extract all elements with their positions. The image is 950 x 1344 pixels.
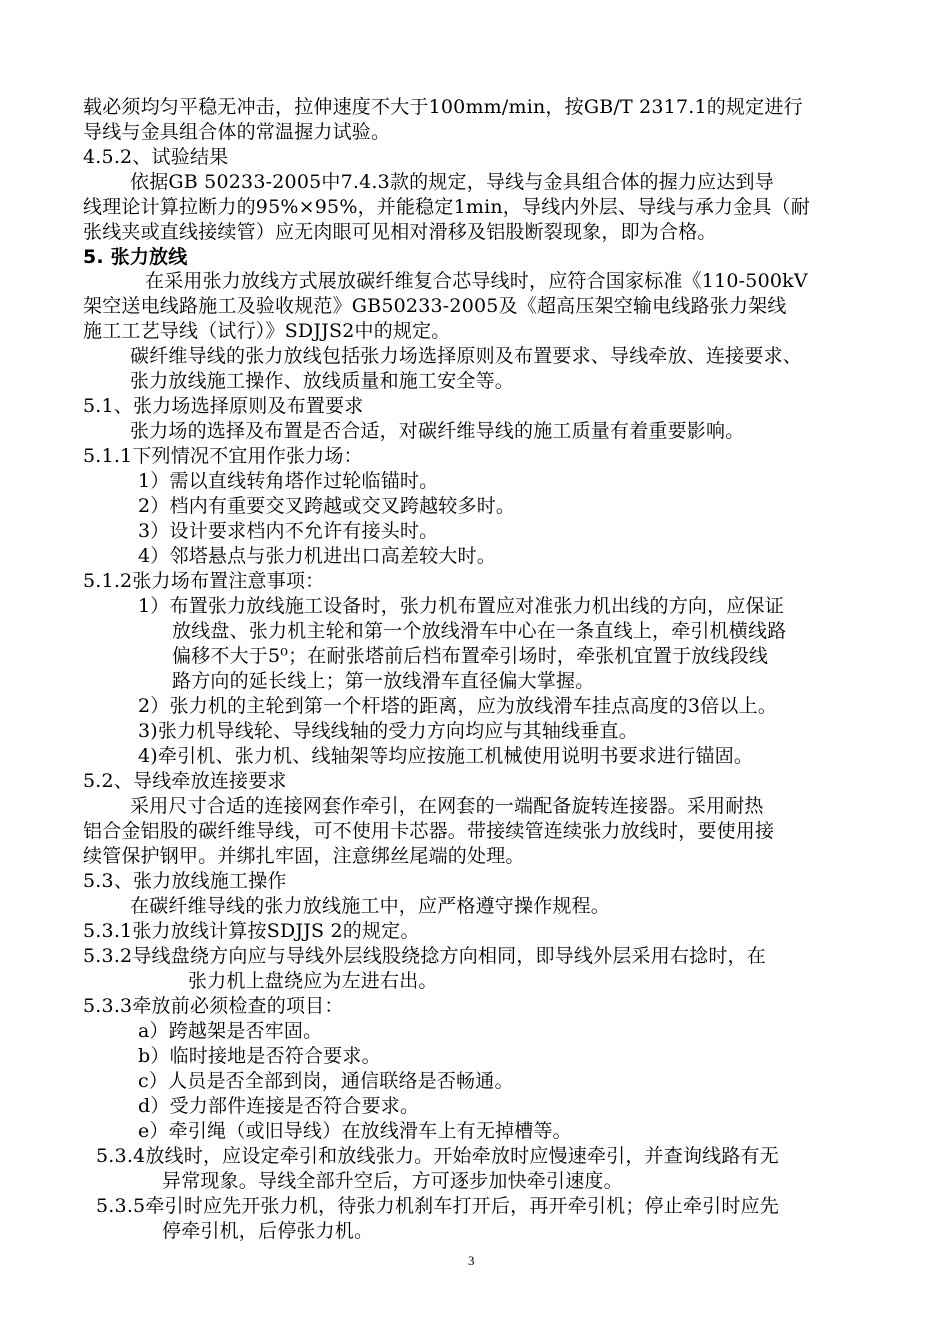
text-line: 铝合金铝股的碳纤维导线，可不使用卡芯器。带接续管连续张力放线时，要使用接 bbox=[83, 820, 775, 842]
list-item: 4）邻塔悬点与张力机进出口高差较大时。 bbox=[138, 545, 496, 567]
text-line: 张力场的选择及布置是否合适，对碳纤维导线的施工质量有着重要影响。 bbox=[130, 420, 745, 442]
text-line: 5.3.5牵引时应先开张力机，待张力机刹车打开后，再开牵引机；停止牵引时应先 bbox=[96, 1195, 779, 1217]
text-line: 5.3.1张力放线计算按SDJJS 2的规定。 bbox=[83, 920, 420, 942]
text-line: 施工工艺导线（试行）》SDJJS2中的规定。 bbox=[83, 320, 451, 342]
list-item: d）受力部件连接是否符合要求。 bbox=[138, 1095, 420, 1117]
list-item: c）人员是否全部到岗，通信联络是否畅通。 bbox=[138, 1070, 514, 1092]
list-item: 1）布置张力放线施工设备时，张力机布置应对准张力机出线的方向，应保证 bbox=[138, 595, 784, 617]
text-line: 路方向的延长线上；第一放线滑车直径偏大掌握。 bbox=[172, 670, 595, 692]
subsection-heading: 5.3.3牵放前必须检查的项目： bbox=[83, 995, 344, 1017]
text-line: 5.3.4放线时，应设定牵引和放线张力。开始牵放时应慢速牵引，并查询线路有无 bbox=[96, 1145, 779, 1167]
text-line: 采用尺寸合适的连接网套作牵引，在网套的一端配备旋转连接器。采用耐热 bbox=[130, 795, 764, 817]
text-line: 在碳纤维导线的张力放线施工中，应严格遵守操作规程。 bbox=[130, 895, 611, 917]
text-line: 张线夹或直线接续管）应无肉眼可见相对滑移及铝股断裂现象，即为合格。 bbox=[83, 221, 717, 243]
section-heading: 4.5.2、试验结果 bbox=[83, 146, 229, 168]
list-item: 2）张力机的主轮到第一个杆塔的距离，应为放线滑车挂点高度的3倍以上。 bbox=[138, 695, 777, 717]
text-line: 偏移不大于5⁰；在耐张塔前后档布置牵引场时，牵张机宜置于放线段线 bbox=[172, 645, 769, 667]
list-item: 4)牵引机、张力机、线轴架等均应按施工机械使用说明书要求进行锚固。 bbox=[138, 745, 754, 767]
list-item: 2）档内有重要交叉跨越或交叉跨越较多时。 bbox=[138, 495, 516, 517]
text-line: 放线盘、张力机主轮和第一个放线滑车中心在一条直线上，牵引机横线路 bbox=[172, 620, 787, 642]
text-line: 架空送电线路施工及验收规范》GB50233-2005及《超高压架空输电线路张力架线 bbox=[83, 295, 787, 317]
chapter-heading: 5. 张力放线 bbox=[83, 246, 188, 268]
text-line: 导线与金具组合体的常温握力试验。 bbox=[83, 121, 391, 143]
section-heading: 5.2、导线牵放连接要求 bbox=[83, 770, 287, 792]
list-item: 3)张力机导线轮、导线线轴的受力方向均应与其轴线垂直。 bbox=[138, 720, 638, 742]
text-line: 依据GB 50233-2005中7.4.3款的规定，导线与金具组合体的握力应达到导 bbox=[130, 171, 774, 193]
text-line: 在采用张力放线方式展放碳纤维复合芯导线时，应符合国家标准《110-500kV bbox=[145, 270, 808, 292]
text-line: 张力机上盘绕应为左进右出。 bbox=[188, 970, 438, 992]
page-number: 3 bbox=[468, 1253, 475, 1268]
subsection-heading: 5.1.2张力场布置注意事项： bbox=[83, 570, 325, 592]
list-item: a）跨越架是否牢固。 bbox=[138, 1020, 323, 1042]
text-line: 续管保护钢甲。并绑扎牢固，注意绑丝尾端的处理。 bbox=[83, 845, 525, 867]
text-line: 碳纤维导线的张力放线包括张力场选择原则及布置要求、导线牵放、连接要求、 bbox=[130, 345, 803, 367]
text-line: 停牵引机，后停张力机。 bbox=[162, 1220, 374, 1242]
text-line: 异常现象。导线全部升空后，方可逐步加快牵引速度。 bbox=[162, 1170, 623, 1192]
text-line: 张力放线施工操作、放线质量和施工安全等。 bbox=[130, 370, 515, 392]
section-heading: 5.3、张力放线施工操作 bbox=[83, 870, 287, 892]
text-line: 线理论计算拉断力的95%×95%，并能稳定1min，导线内外层、导线与承力金具（耐 bbox=[83, 196, 811, 218]
list-item: e）牵引绳（或旧导线）在放线滑车上有无掉槽等。 bbox=[138, 1120, 572, 1142]
subsection-heading: 5.1.1下列情况不宜用作张力场： bbox=[83, 445, 363, 467]
list-item: b）临时接地是否符合要求。 bbox=[138, 1045, 381, 1067]
text-line: 5.3.2导线盘绕方向应与导线外层线股绕捻方向相同，即导线外层采用右捻时，在 bbox=[83, 945, 766, 967]
list-item: 1）需以直线转角塔作过轮临锚时。 bbox=[138, 470, 439, 492]
section-heading: 5.1、张力场选择原则及布置要求 bbox=[83, 395, 364, 417]
list-item: 3）设计要求档内不允许有接头时。 bbox=[138, 520, 439, 542]
text-line: 载必须均匀平稳无冲击，拉伸速度不大于100mm/min，按GB/T 2317.1的规定进行 bbox=[83, 96, 803, 118]
